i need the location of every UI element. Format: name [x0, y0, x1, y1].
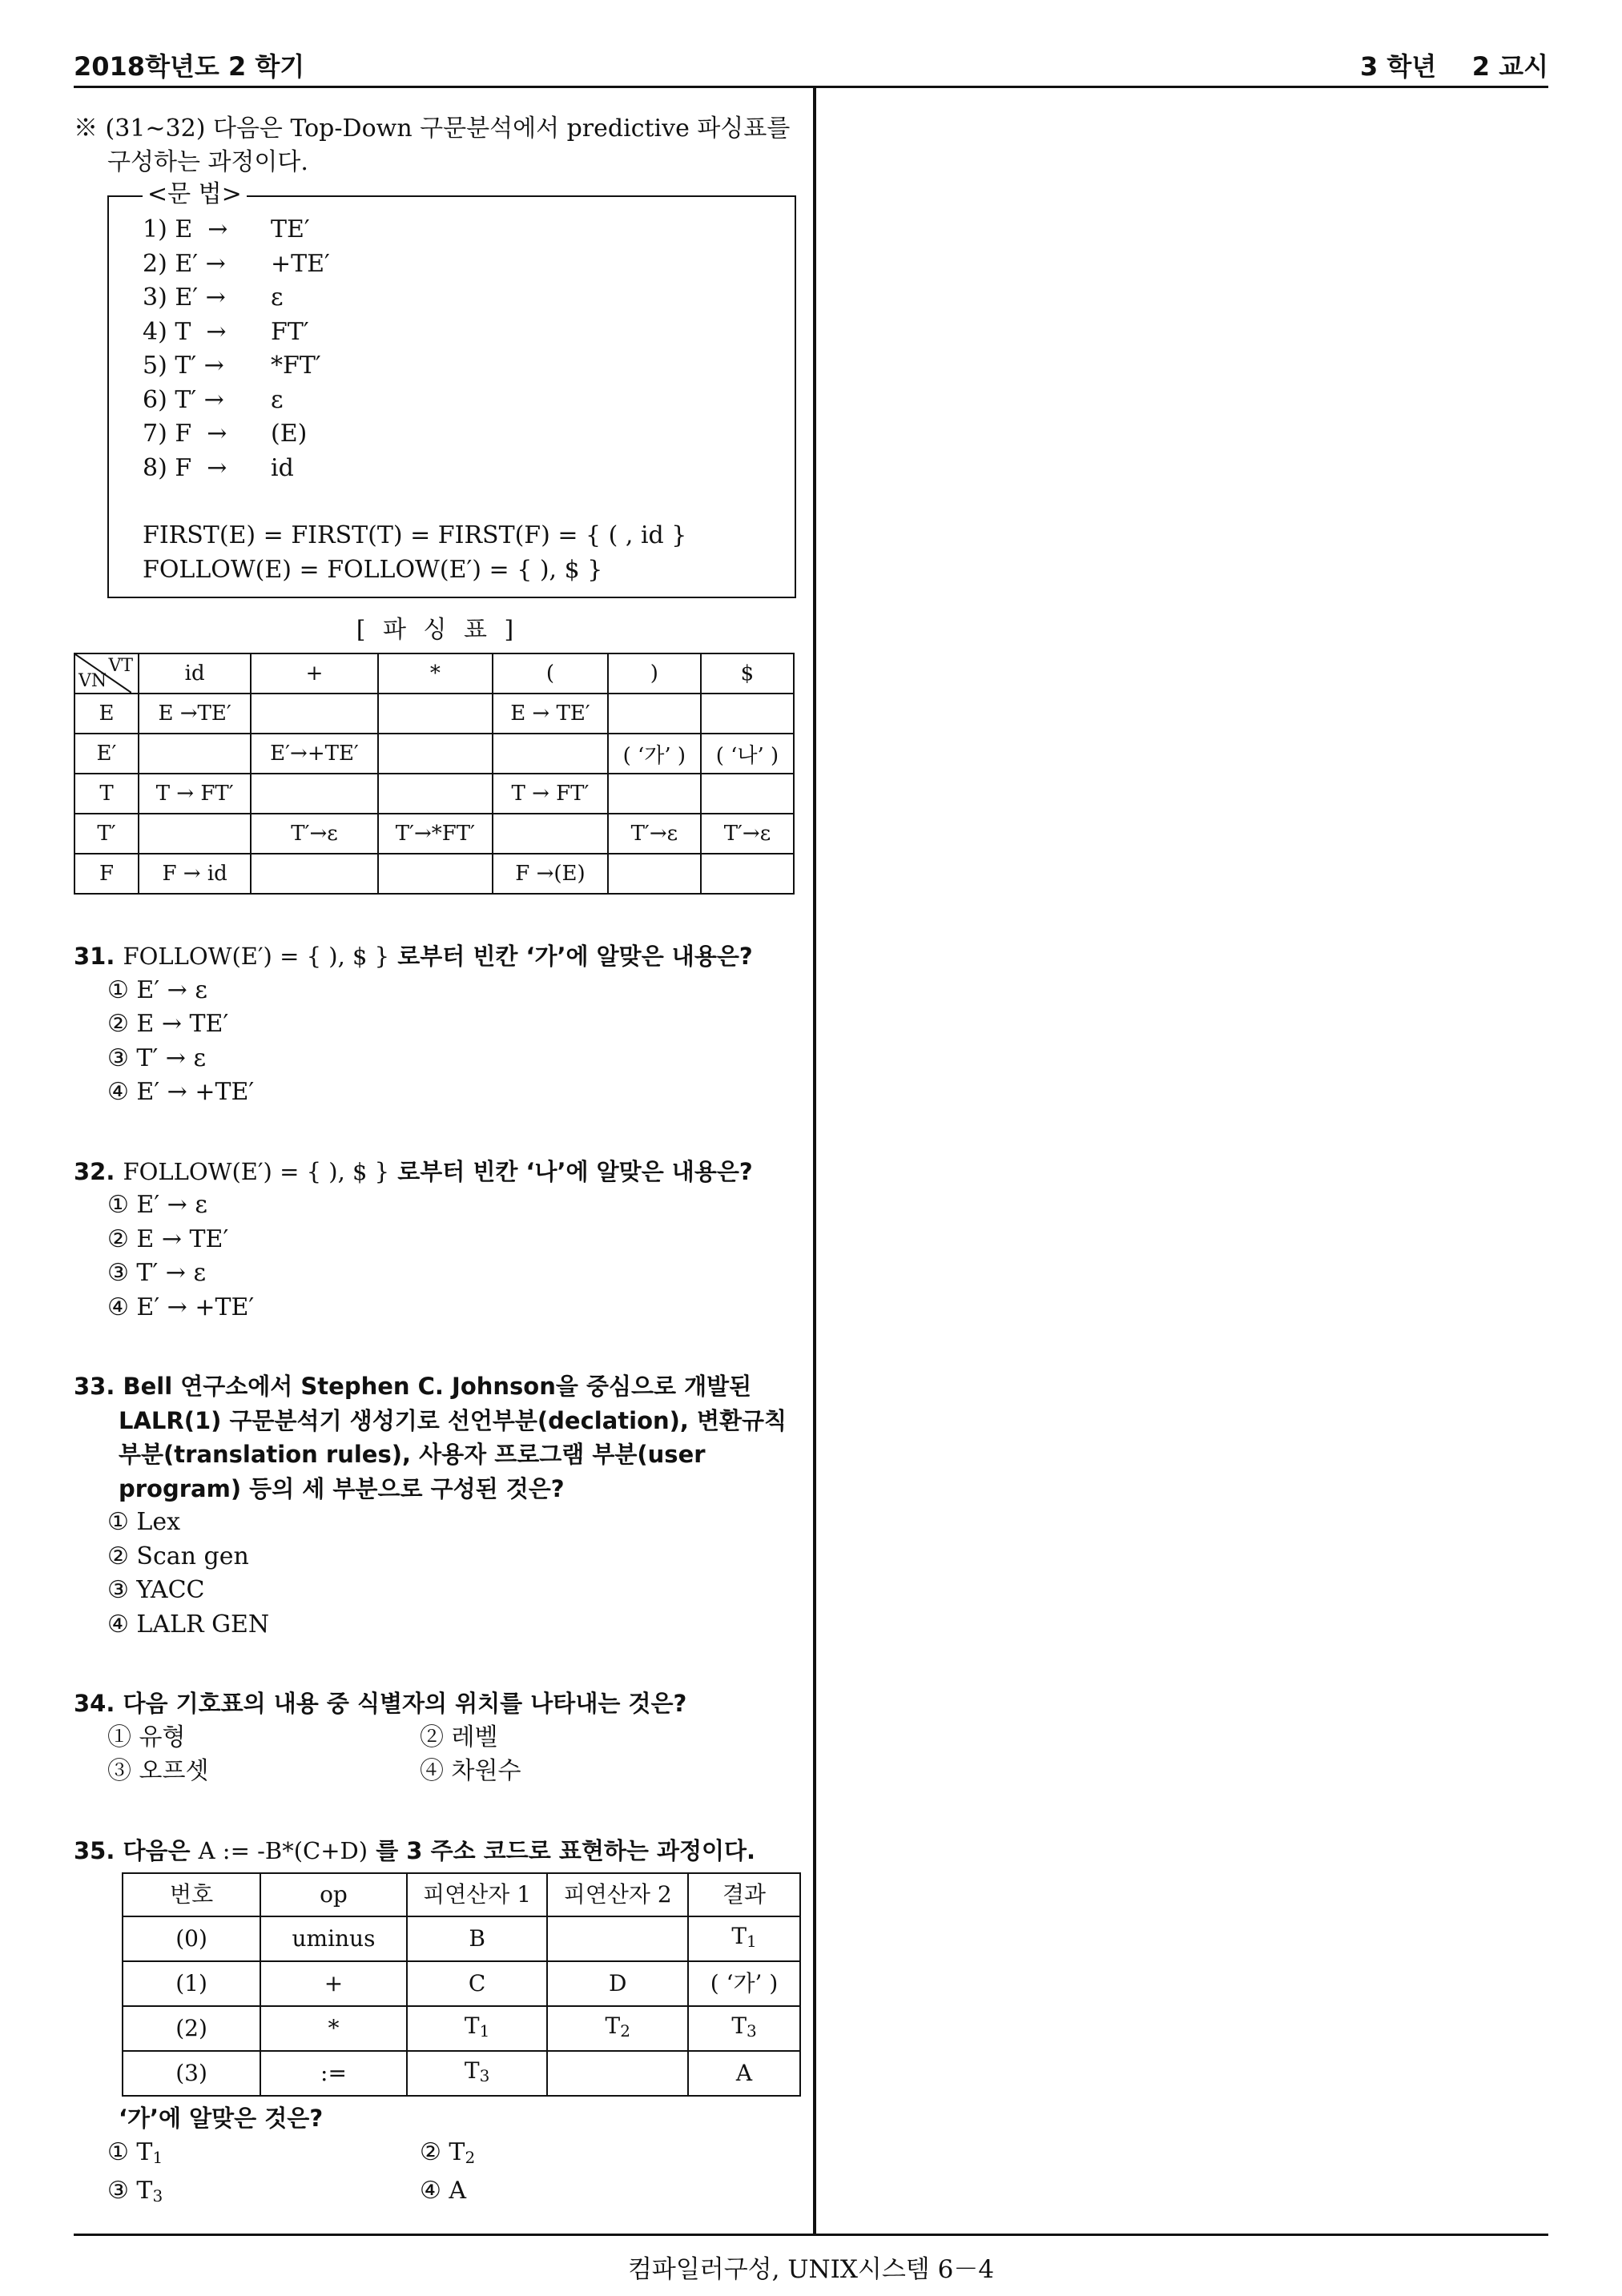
grammar-title: <문 법> [143, 178, 247, 212]
rule-lhs: 7) F → [143, 420, 227, 448]
table-row [123, 1916, 800, 1961]
grammar-rules [143, 213, 795, 485]
grammar-box [107, 180, 796, 598]
grammar-rule [143, 213, 795, 247]
table-header-row [123, 1873, 800, 1916]
table-header-cell: * [378, 653, 493, 694]
table-header-cell: id [139, 653, 251, 694]
corner-vn: VN [78, 671, 107, 691]
table-row [123, 1961, 800, 2006]
table-header-cell: op [260, 1873, 407, 1916]
answer-option[interactable]: ④ 차원수 [420, 1757, 521, 1785]
rule-rhs: +TE′ [271, 249, 330, 278]
column-divider [813, 88, 816, 2234]
table-cell: $T_1$ [407, 2006, 548, 2051]
corner-vt: VT [108, 656, 133, 676]
rule-rhs: id [271, 453, 294, 482]
table-cell [608, 854, 701, 894]
question-text: 로부터 빈칸 ‘나’에 알맞은 내용은? [397, 1157, 753, 1185]
table-header-cell: 피연산자 1 [407, 1873, 548, 1916]
table-cell: ( ‘가’ ) [688, 1961, 800, 2006]
question-31 [74, 939, 801, 1110]
answer-option[interactable]: ② $T_2$ [420, 2137, 476, 2167]
answer-option[interactable]: ② 레벨 [420, 1723, 498, 1751]
table-row [74, 734, 794, 774]
table-cell: E′→+TE′ [251, 734, 377, 774]
table-header-cell: 피연산자 2 [547, 1873, 688, 1916]
footer-rule [74, 2234, 1548, 2236]
table-cell: F → id [139, 854, 251, 894]
answer-option[interactable]: ④ E′ → +TE′ [107, 1078, 255, 1106]
rule-lhs: 3) E′ → [143, 283, 226, 312]
table-cell [139, 814, 251, 854]
table-cell: T′→ε [251, 814, 377, 854]
question-text: 로부터 빈칸 ‘가’에 알맞은 내용은? [397, 943, 753, 970]
table-row [74, 814, 794, 854]
table-cell [378, 774, 493, 814]
table-cell: E →TE′ [139, 694, 251, 734]
table-cell [251, 694, 377, 734]
rule-lhs: 5) T′ → [143, 352, 224, 380]
page-footer: 컴파일러구성, UNIX시스템 6－4 [627, 2255, 995, 2284]
question-35-sub: ‘가’에 알맞은 것은? [119, 2105, 324, 2132]
table-header-cell: 번호 [123, 1873, 260, 1916]
answer-option[interactable]: ④ A [420, 2177, 467, 2205]
table-cell [493, 734, 608, 774]
nonterminal-cell: E [74, 694, 139, 734]
rule-rhs: (E) [271, 420, 308, 448]
table-cell [251, 854, 377, 894]
rule-rhs: TE′ [271, 215, 310, 243]
table-corner [74, 653, 139, 694]
table-header-cell: 결과 [688, 1873, 800, 1916]
question-text: 다음 기호표의 내용 중 식별자의 위치를 나타내는 것은? [123, 1690, 687, 1717]
rule-rhs: ε [271, 283, 284, 312]
three-address-table [122, 1872, 801, 2097]
table-cell: (3) [123, 2051, 260, 2096]
table-row [74, 854, 794, 894]
table-cell: uminus [260, 1916, 407, 1961]
table-cell: ( ‘가’ ) [608, 734, 701, 774]
answer-option[interactable]: ② E → TE′ [107, 1010, 229, 1038]
table-cell: (0) [123, 1916, 260, 1961]
table-cell [493, 814, 608, 854]
grammar-rule [143, 384, 795, 418]
answer-option[interactable]: ① E′ → ε [107, 975, 207, 1004]
exam-header-right: 3 학년 2 교시 [1359, 51, 1548, 82]
question-number: 34. [74, 1690, 115, 1717]
table-row [74, 774, 794, 814]
nonterminal-cell: F [74, 854, 139, 894]
table-cell [547, 1916, 688, 1961]
table-row [123, 2051, 800, 2096]
grammar-rule [143, 349, 795, 384]
table-row [123, 2006, 800, 2051]
answer-option[interactable]: ① $T_1$ [107, 2137, 163, 2167]
table-cell [139, 734, 251, 774]
table-header-cell: ( [493, 653, 608, 694]
rule-lhs: 2) E′ → [143, 249, 226, 278]
nonterminal-cell: T′ [74, 814, 139, 854]
table-cell: := [260, 2051, 407, 2096]
table-cell [547, 2051, 688, 2096]
table-cell: $T_2$ [547, 2006, 688, 2051]
answer-option[interactable]: ① 유형 [107, 1723, 186, 1751]
rule-rhs: *FT′ [271, 352, 321, 380]
grammar-rule [143, 417, 795, 452]
table-cell [378, 694, 493, 734]
first-set: FIRST(E) = FIRST(T) = FIRST(F) = { ( , id } [143, 521, 687, 549]
table-cell [701, 694, 794, 734]
table-cell: (1) [123, 1961, 260, 2006]
table-cell: ( ‘나’ ) [701, 734, 794, 774]
question-text: 다음은 [123, 1836, 191, 1864]
nonterminal-cell: T [74, 774, 139, 814]
question-35 [74, 1834, 801, 2214]
table-header-row [74, 653, 794, 694]
parse-table-title: [ 파 싱 표 ] [356, 616, 519, 644]
table-cell: C [407, 1961, 548, 2006]
table-cell: T → FT′ [493, 774, 608, 814]
intro-text: ※ (31∼32) 다음은 Top-Down 구문분석에서 predictive 파싱표를 구성하는 과정이다. [74, 115, 791, 176]
answer-option[interactable]: ③ T′ → ε [107, 1259, 207, 1287]
question-text: Bell 연구소에서 Stephen C. Johnson을 중심으로 개발된 LALR(1) 구문분석기 생성기로 선언부분(declation), 변환규칙 부분(translation rules), 사용자 프로그램 부분(user program) 등의 세 부분으로 구성된 것은? [119, 1373, 787, 1502]
rule-rhs: ε [271, 385, 284, 414]
table-cell: + [260, 1961, 407, 2006]
table-cell: B [407, 1916, 548, 1961]
table-row [74, 694, 794, 734]
answer-option[interactable]: ③ 오프셋 [107, 1757, 209, 1785]
parse-table [74, 653, 795, 895]
table-cell [608, 774, 701, 814]
header-rule [74, 86, 1548, 88]
table-cell: $T_3$ [688, 2006, 800, 2051]
grammar-rule [143, 281, 795, 316]
rule-lhs: 4) T → [143, 317, 227, 346]
exam-header-left: 2018학년도 2 학기 [74, 51, 305, 82]
answer-option[interactable]: ① E′ → ε [107, 1191, 207, 1219]
grammar-rule [143, 247, 795, 282]
table-cell: F →(E) [493, 854, 608, 894]
table-header-cell: $ [701, 653, 794, 694]
table-cell: $T_1$ [688, 1916, 800, 1961]
question-34 [74, 1687, 801, 1789]
question-math: A := -B*(C+D) [198, 1836, 368, 1864]
question-math: FOLLOW(E′) = { ), $ } [123, 1157, 390, 1185]
grammar-rule [143, 452, 795, 486]
table-cell [251, 774, 377, 814]
table-cell: T′→ε [608, 814, 701, 854]
question-math: FOLLOW(E′) = { ), $ } [123, 943, 390, 970]
answer-option[interactable]: ④ E′ → +TE′ [107, 1293, 255, 1321]
answer-option[interactable]: ② E → TE′ [107, 1224, 229, 1253]
answer-option[interactable]: ② Scan gen [107, 1542, 249, 1570]
table-cell: D [547, 1961, 688, 2006]
table-header-cell: ) [608, 653, 701, 694]
table-cell [378, 734, 493, 774]
answer-option[interactable]: ① Lex [107, 1508, 181, 1536]
question-number: 33. [74, 1373, 115, 1400]
left-column [74, 112, 801, 2214]
rule-rhs: FT′ [271, 317, 309, 346]
grammar-rule [143, 316, 795, 350]
table-cell: (2) [123, 2006, 260, 2051]
table-header-cell: + [251, 653, 377, 694]
table-cell: T′→*FT′ [378, 814, 493, 854]
answer-option[interactable]: ③ T′ → ε [107, 1043, 207, 1072]
table-cell [608, 694, 701, 734]
answer-option[interactable]: ③ $T_3$ [107, 2177, 163, 2206]
rule-lhs: 8) F → [143, 453, 227, 482]
question-33 [74, 1369, 801, 1642]
question-text: 를 3 주소 코드로 표현하는 과정이다. [376, 1836, 756, 1864]
nonterminal-cell: E′ [74, 734, 139, 774]
table-cell: T′→ε [701, 814, 794, 854]
rule-lhs: 1) E → [143, 215, 228, 243]
table-cell: E → TE′ [493, 694, 608, 734]
table-cell: T → FT′ [139, 774, 251, 814]
answer-option[interactable]: ④ LALR GEN [107, 1610, 270, 1639]
question-32 [74, 1155, 801, 1325]
rule-lhs: 6) T′ → [143, 385, 224, 414]
answer-option[interactable]: ③ YACC [107, 1576, 205, 1604]
table-cell: $T_3$ [407, 2051, 548, 2096]
question-number: 32. [74, 1157, 115, 1185]
table-cell [378, 854, 493, 894]
follow-set: FOLLOW(E) = FOLLOW(E′) = { ), $ } [143, 555, 603, 584]
table-cell [701, 774, 794, 814]
table-cell [701, 854, 794, 894]
table-cell: * [260, 2006, 407, 2051]
question-number: 31. [74, 943, 115, 970]
table-cell: A [688, 2051, 800, 2096]
question-number: 35. [74, 1836, 115, 1864]
